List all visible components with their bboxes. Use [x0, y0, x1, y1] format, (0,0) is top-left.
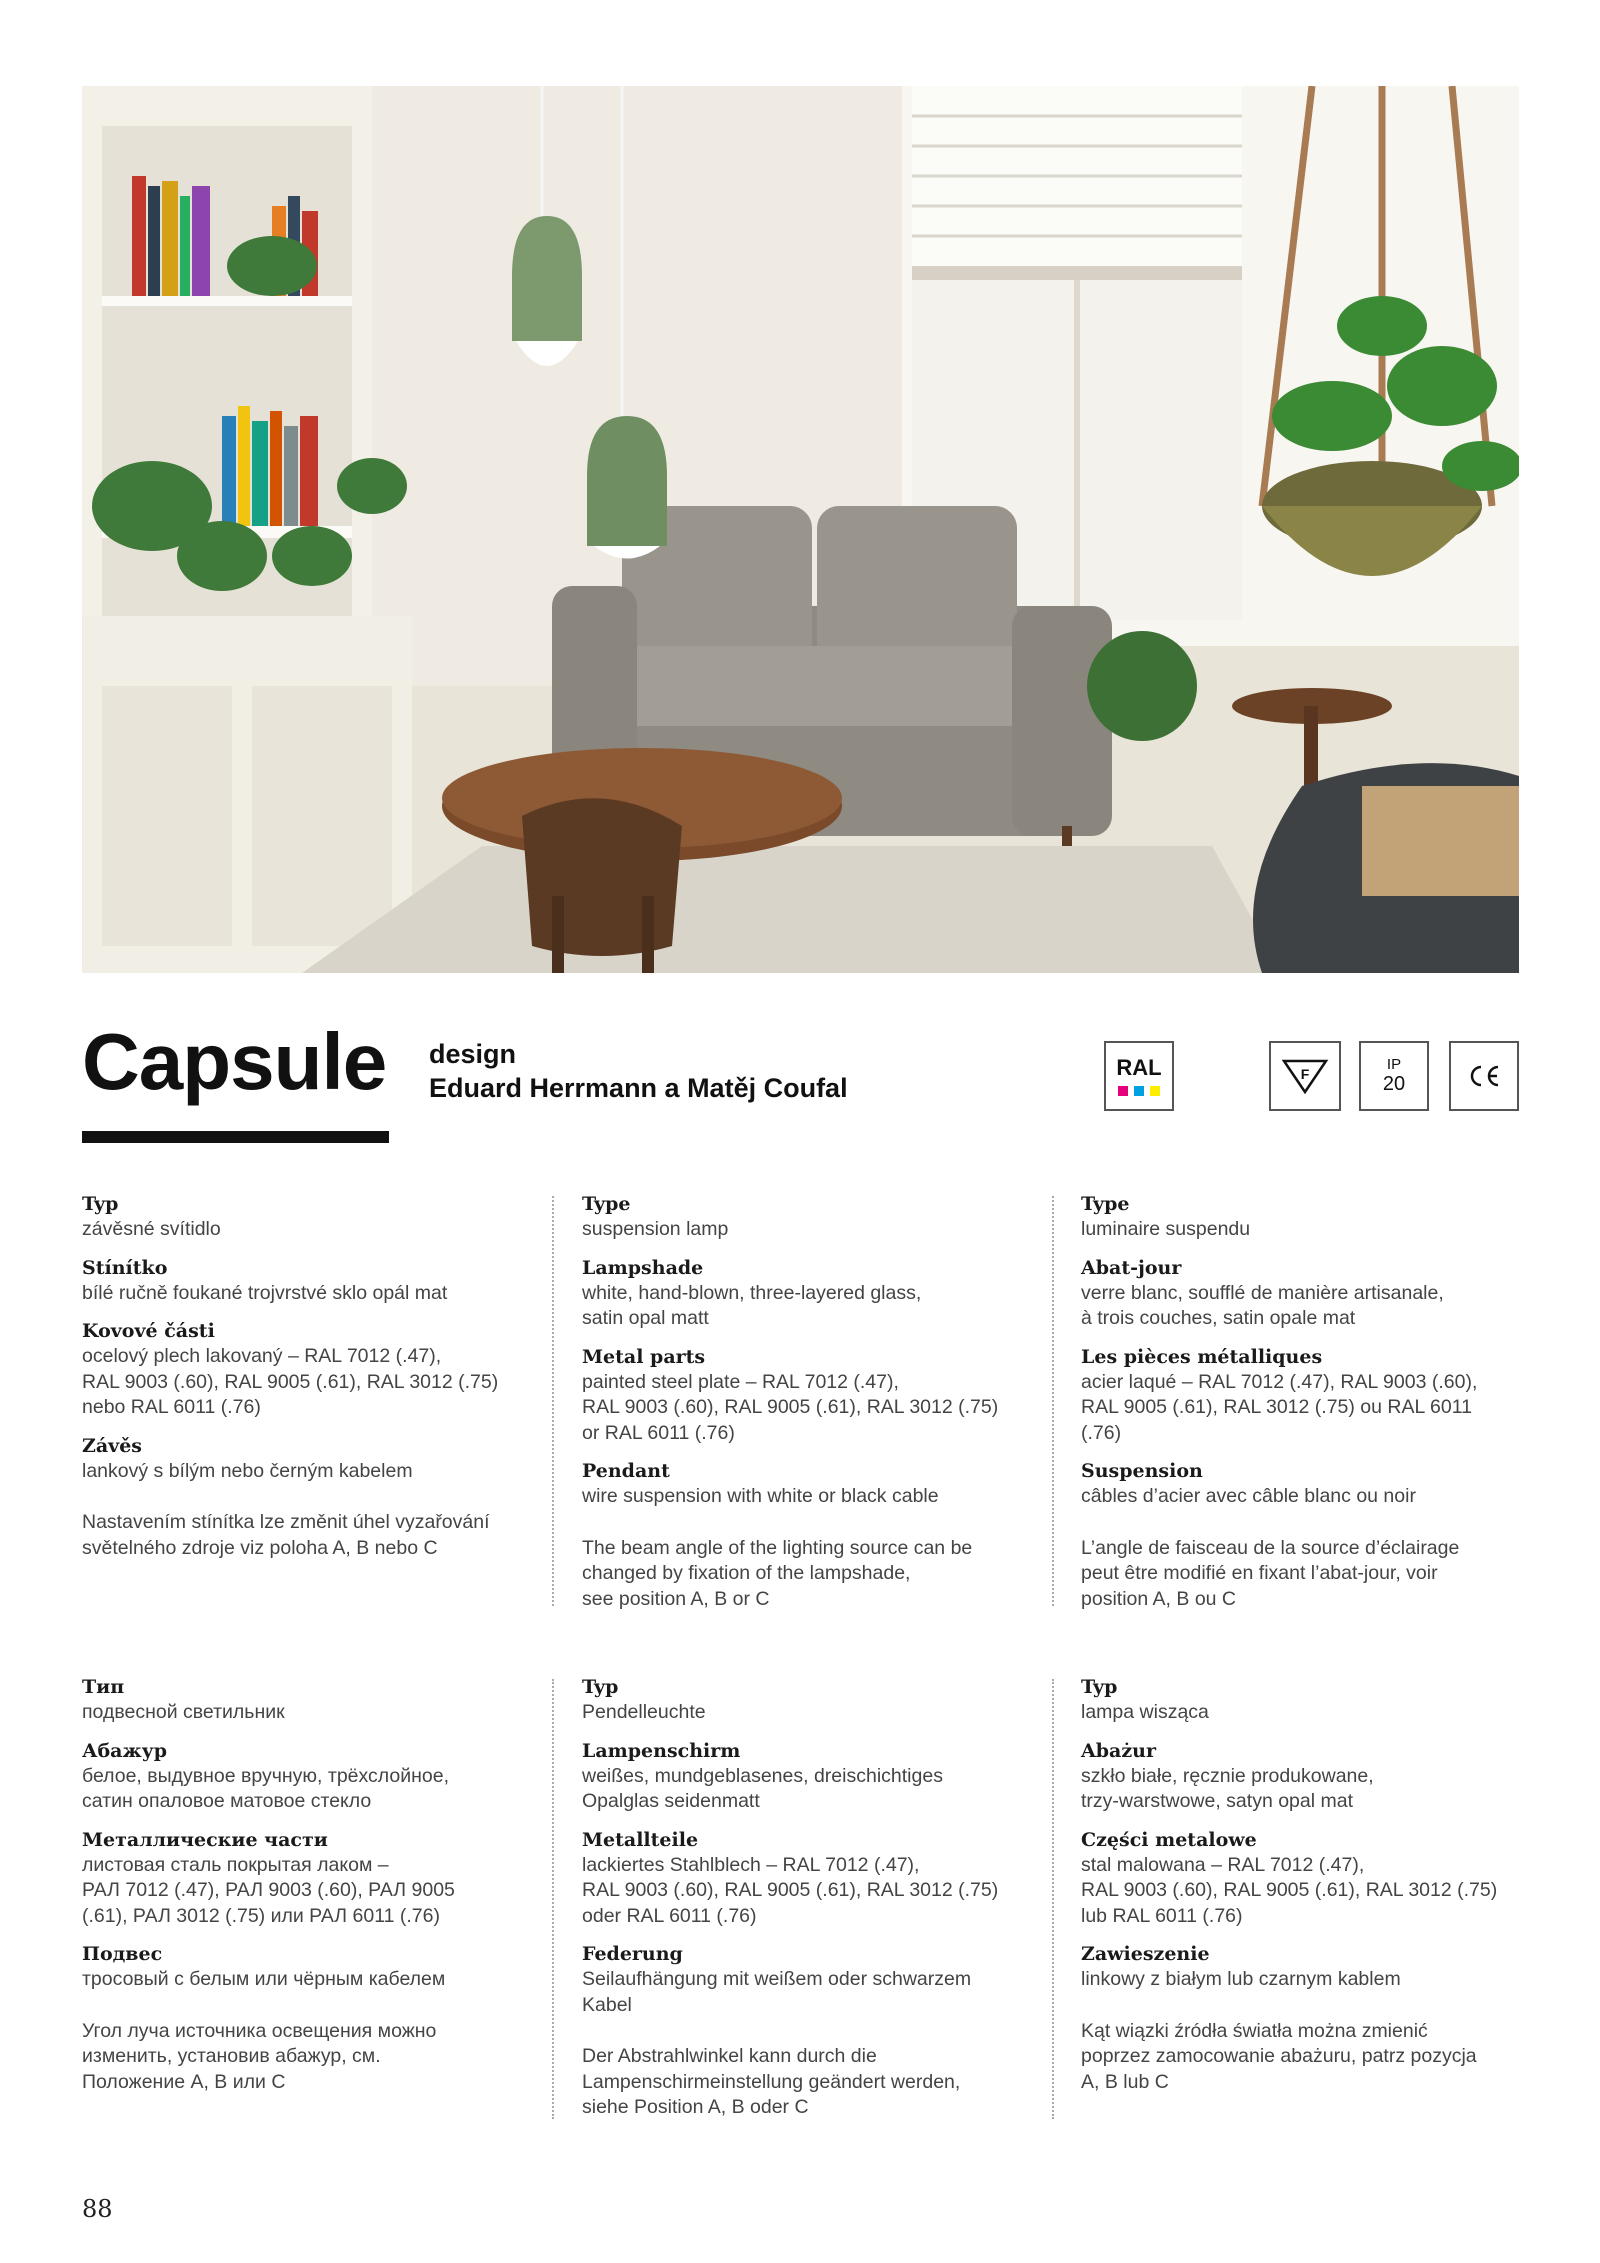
spec-label: Metallteile: [582, 1828, 699, 1851]
svg-text:F: F: [1300, 1066, 1310, 1082]
spec-value: painted steel plate – RAL 7012 (.47), RAL 9003 (.60), RAL 9005 (.61), RAL 3012 (.75) or RAL 6011 (.76): [582, 1370, 999, 1444]
spec-label: Typ: [1081, 1676, 1118, 1698]
ce-mark-icon: [1449, 1041, 1519, 1111]
spec-label: Абажур: [82, 1739, 168, 1762]
spec-value: weißes, mundgeblasenes, dreischichtiges Opalglas seidenmatt: [582, 1764, 943, 1812]
design-label: design: [429, 1039, 517, 1069]
ip-label: IP: [1386, 1056, 1402, 1073]
spec-label: Тип: [82, 1676, 125, 1698]
spec-value: stal malowana – RAL 7012 (.47), RAL 9003 (.60), RAL 9005 (.61), RAL 3012 (.75) lub RAL 6011 (.76): [1081, 1853, 1498, 1927]
spec-value: bílé ručně foukané trojvrstvé sklo opál mat: [82, 1281, 448, 1304]
spec-label: Zawieszenie: [1081, 1943, 1210, 1965]
spec-value: ocelový plech lakovaný – RAL 7012 (.47), RAL 9003 (.60), RAL 9005 (.61), RAL 3012 (.75) nebo RAL 6011 (.76): [82, 1345, 499, 1418]
spec-value: white, hand-blown, three-layered glass, satin opal matt: [582, 1281, 922, 1329]
spec-label: Type: [1081, 1193, 1130, 1215]
spec-value: szkło białe, ręcznie produkowane, trzy-warstwowe, satyn opal mat: [1081, 1764, 1374, 1812]
designer-names: Eduard Herrmann a Matěj Coufal: [429, 1073, 848, 1103]
spec-column-ru: [82, 1674, 522, 2095]
hero-photo: [82, 86, 1519, 973]
title-underline: [82, 1131, 389, 1143]
spec-value: linkowy z białym lub czarnym kablem: [1081, 1968, 1401, 1990]
spec-label: Typ: [82, 1193, 119, 1215]
spec-value: luminaire suspendu: [1081, 1218, 1251, 1240]
spec-column-en: [582, 1191, 1022, 1612]
column-divider: [552, 1679, 554, 2119]
ral-badge: [1104, 1041, 1174, 1111]
spec-label: Federung: [582, 1943, 683, 1965]
spec-value: verre blanc, soufflé de manière artisanale, à trois couches, satin opale mat: [1081, 1281, 1444, 1329]
spec-label: Abat-jour: [1081, 1256, 1182, 1279]
spec-label: Stínítko: [82, 1256, 168, 1279]
spec-label: Металлические части: [82, 1828, 328, 1851]
spec-column-cs: [82, 1191, 522, 1561]
spec-note: Kąt wiązki źródła światła można zmienić poprzez zamocowanie abażuru, patrz pozycja A, B lub C: [1081, 2019, 1477, 2093]
spec-value: lankový s bílým nebo černým kabelem: [82, 1459, 413, 1482]
spec-note: Nastavením stínítka lze změnit úhel vyzařování světelného zdroje viz poloha A, B nebo C: [82, 1511, 490, 1559]
spec-label: Typ: [582, 1676, 619, 1698]
spec-label: Abażur: [1081, 1739, 1156, 1762]
spec-value: závěsné svítidlo: [82, 1218, 221, 1240]
f-mark-icon: [1269, 1041, 1341, 1111]
spec-value: câbles d’acier avec câble blanc ou noir: [1081, 1485, 1416, 1507]
column-divider: [1052, 1679, 1054, 2119]
ral-label: RAL: [1116, 1055, 1162, 1080]
spec-label: Kovové části: [82, 1320, 215, 1342]
spec-value: lackiertes Stahlblech – RAL 7012 (.47), RAL 9003 (.60), RAL 9005 (.61), RAL 3012 (.75) oder RAL 6011 (.76): [582, 1853, 999, 1927]
spec-value: acier laqué – RAL 7012 (.47), RAL 9003 (.60), RAL 9005 (.61), RAL 3012 (.75) ou RAL 6011 (.76): [1081, 1370, 1478, 1444]
spec-column-fr: [1081, 1191, 1521, 1612]
spec-note: L’angle de faisceau de la source d’éclairage peut être modifié en fixant l’abat-jour, voir position A, B ou C: [1081, 1536, 1460, 1610]
ral-color-squares: [1116, 1086, 1161, 1096]
spec-label: Závěs: [82, 1434, 143, 1457]
spec-label: Les pièces métalliques: [1081, 1345, 1323, 1368]
spec-label: Pendant: [582, 1460, 670, 1482]
spec-value: тросовый с белым или чёрным кабелем: [82, 1968, 446, 1990]
spec-value: белое, выдувное вручную, трёхслойное, сатин опаловое матовое стекло: [82, 1764, 449, 1812]
spec-value: Seilaufhängung mit weißem oder schwarzem Kabel: [582, 1968, 972, 2016]
page-number: 88: [82, 2195, 113, 2223]
spec-note: Угол луча источника освещения можно изменить, установив абажур, см. Положение A, B или C: [82, 2019, 437, 2093]
spec-value: suspension lamp: [582, 1218, 729, 1240]
spec-value: подвесной светильник: [82, 1701, 285, 1723]
spec-label: Type: [582, 1193, 631, 1215]
spec-value: Pendelleuchte: [582, 1701, 706, 1723]
column-divider: [552, 1196, 554, 1606]
spec-label: Lampenschirm: [582, 1739, 741, 1762]
spec-value: листовая сталь покрытая лаком – РАЛ 7012 (.47), РАЛ 9003 (.60), РАЛ 9005 (.61), РАЛ 3012 (.75) или РАЛ 6011 (.76): [82, 1853, 455, 1927]
spec-value: wire suspension with white or black cable: [582, 1485, 939, 1507]
spec-label: Metal parts: [582, 1345, 706, 1368]
product-title: Capsule: [82, 1017, 387, 1106]
column-divider: [1052, 1196, 1054, 1606]
ip-value: 20: [1382, 1073, 1406, 1095]
spec-column-pl: [1081, 1674, 1521, 2095]
spec-column-de: [582, 1674, 1022, 2121]
spec-value: lampa wisząca: [1081, 1701, 1209, 1723]
spec-label: Suspension: [1081, 1460, 1203, 1482]
ip-rating-badge: [1359, 1041, 1429, 1111]
spec-label: Lampshade: [582, 1256, 704, 1279]
designer-block: [429, 1037, 848, 1105]
spec-note: The beam angle of the lighting source can be changed by fixation of the lampshade, see position A, B or C: [582, 1536, 973, 1610]
spec-note: Der Abstrahlwinkel kann durch die Lampenschirmeinstellung geändert werden, siehe Position A, B oder C: [582, 2045, 961, 2118]
spec-label: Części metalowe: [1081, 1828, 1257, 1851]
spec-label: Подвес: [82, 1943, 163, 1965]
